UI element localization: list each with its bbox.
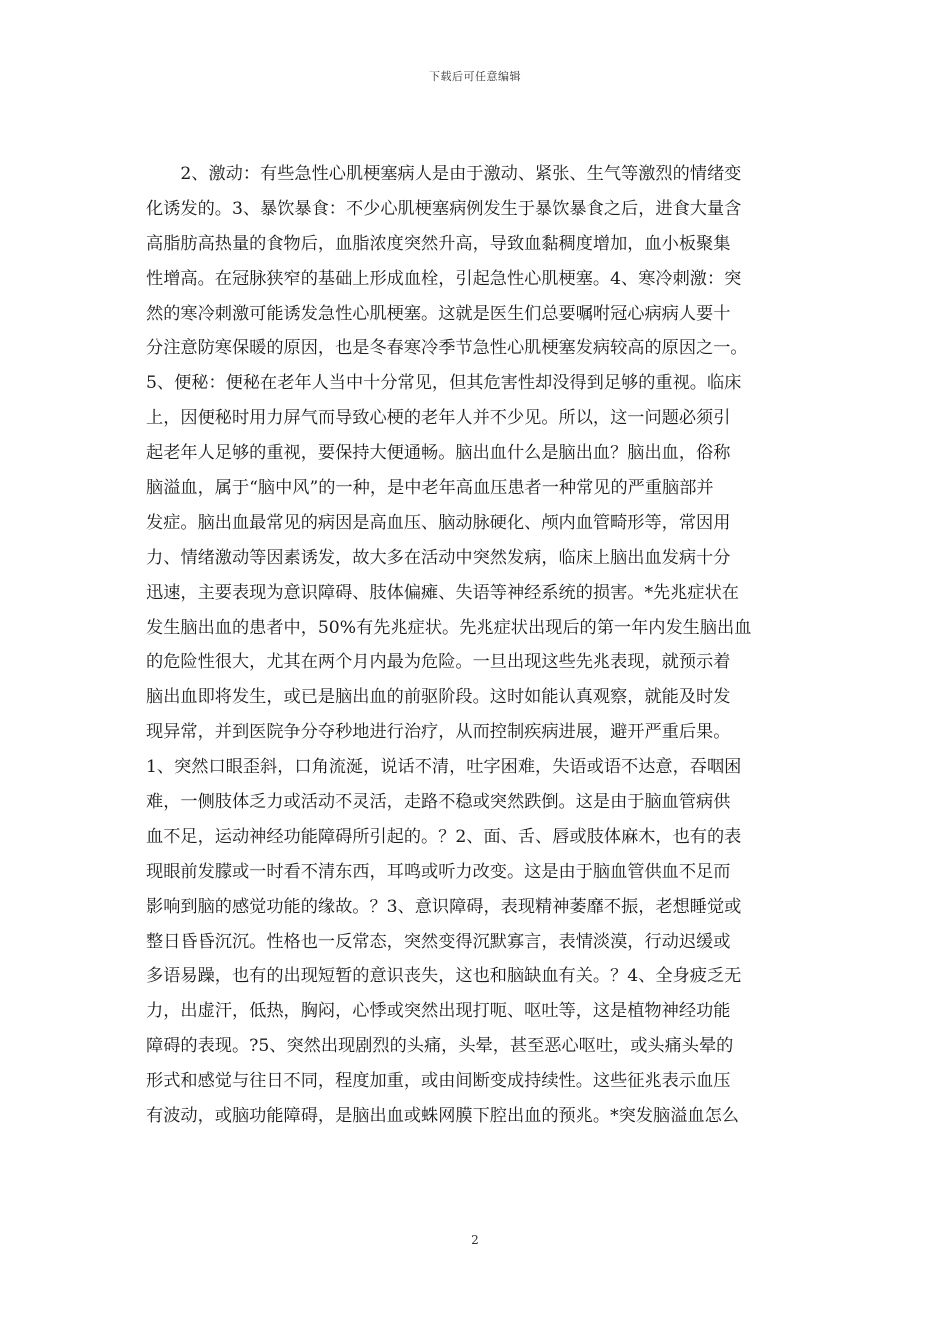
text-line: 力，出虚汗，低热，胸闷，心悸或突然出现打呃、呕吐等，这是植物神经功能 xyxy=(146,1001,731,1022)
body-text xyxy=(146,157,806,1134)
text-line: 整日昏昏沉沉。性格也一反常态，突然变得沉默寡言，表情淡漠，行动迟缓或 xyxy=(146,931,731,952)
text-line: 发症。脑出血最常见的病因是高血压、脑动脉硬化、颅内血管畸形等，常因用 xyxy=(146,512,731,533)
text-line: 发生脑出血的患者中，50%有先兆症状。先兆症状出现后的第一年内发生脑出血 xyxy=(146,617,752,638)
text-line: 现异常，并到医院争分夺秒地进行治疗，从而控制疾病进展，避开严重后果。 xyxy=(146,722,731,743)
text-line: 现眼前发朦或一时看不清东西，耳鸣或听力改变。这是由于脑血管供血不足而 xyxy=(146,861,731,882)
text-line: 1、突然口眼歪斜，口角流涎，说话不清，吐字困难，失语或语不达意，吞咽困 xyxy=(146,757,742,778)
text-line: 化诱发的。3、暴饮暴食：不少心肌梗塞病例发生于暴饮暴食之后，进食大量含 xyxy=(146,198,742,219)
text-line: 影响到脑的感觉功能的缘故。？3、意识障碍，表现精神萎靡不振，老想睡觉或 xyxy=(146,896,742,917)
text-line: 的危险性很大，尤其在两个月内最为危险。一旦出现这些先兆表现，就预示着 xyxy=(146,652,731,673)
text-line: 脑出血即将发生，或已是脑出血的前驱阶段。这时如能认真观察，就能及时发 xyxy=(146,687,731,708)
text-line: 性增高。在冠脉狭窄的基础上形成血栓，引起急性心肌梗塞。4、寒冷刺激：突 xyxy=(146,268,742,289)
text-line: 多语易躁，也有的出现短暂的意识丧失，这也和脑缺血有关。？4、全身疲乏无 xyxy=(146,966,742,987)
text-line: 迅速，主要表现为意识障碍、肢体偏瘫、失语等神经系统的损害。*先兆症状在 xyxy=(146,582,739,603)
text-line: 上，因便秘时用力屏气而导致心梗的老年人并不少见。所以，这一问题必须引 xyxy=(146,408,731,429)
text-line: 有波动，或脑功能障碍，是脑出血或蛛网膜下腔出血的预兆。*突发脑溢血怎么 xyxy=(146,1106,739,1127)
text-line: 血不足，运动神经功能障碍所引起的。？2、面、舌、唇或肢体麻木，也有的表 xyxy=(146,826,742,847)
text-line: 形式和感觉与往日不同，程度加重，或由间断变成持续性。这些征兆表示血压 xyxy=(146,1071,731,1092)
text-line: 起老年人足够的重视，要保持大便通畅。脑出血什么是脑出血？脑出血，俗称 xyxy=(146,443,731,464)
text-line: 5、便秘：便秘在老年人当中十分常见，但其危害性却没得到足够的重视。临床 xyxy=(146,373,742,394)
text-line: 高脂肪高热量的食物后，血脂浓度突然升高，导致血黏稠度增加，血小板聚集 xyxy=(146,233,731,254)
page-header: 下载后可任意编辑 xyxy=(429,70,521,83)
text-line: 2、激动：有些急性心肌梗塞病人是由于激动、紧张、生气等激烈的情绪变 xyxy=(146,164,742,184)
text-line: 分注意防寒保暖的原因，也是冬春寒冷季节急性心肌梗塞发病较高的原因之一。 xyxy=(146,338,748,359)
text-line: 障碍的表现。?5、突然出现剧烈的头痛，头晕，甚至恶心呕吐，或头痛头晕的 xyxy=(146,1036,734,1057)
text-line: 力、情绪激动等因素诱发，故大多在活动中突然发病，临床上脑出血发病十分 xyxy=(146,547,731,568)
text-line: 脑溢血，属于“脑中风”的一种，是中老年高血压患者一种常见的严重脑部并 xyxy=(146,478,714,499)
text-line: 然的寒冷刺激可能诱发急性心肌梗塞。这就是医生们总要嘱咐冠心病病人要十 xyxy=(146,303,731,324)
text-line: 难，一侧肢体乏力或活动不灵活，走路不稳或突然跌倒。这是由于脑血管病供 xyxy=(146,792,731,813)
page-number: 2 xyxy=(471,1233,479,1247)
